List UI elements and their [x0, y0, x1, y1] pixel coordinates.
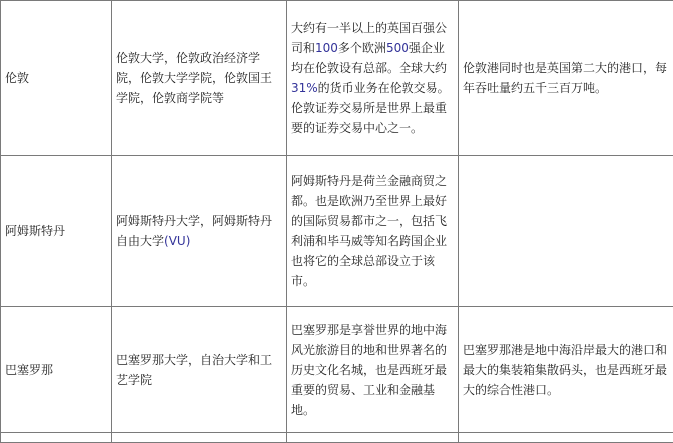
universities-cell: 巴塞罗那大学，自治大学和工艺学院 — [112, 307, 287, 433]
city-cell: 巴塞罗那 — [1, 307, 112, 433]
empty-cell — [459, 433, 673, 443]
port-cell: 巴塞罗那港是地中海沿岸最大的港口和最大的集装箱集散码头，也是西班牙最大的综合性港口。 — [459, 307, 673, 433]
city-cell: 伦敦 — [1, 1, 112, 156]
port-cell: 伦敦港同时也是英国第二大的港口，每年吞吐量约五千三百万吨。 — [459, 1, 673, 156]
empty-cell — [287, 433, 459, 443]
highlighted-number: 31% — [291, 81, 318, 95]
description-cell: 阿姆斯特丹是荷兰金融商贸之都。也是欧洲乃至世界上最好的国际贸易都市之一，包括飞利浦和毕马威等知名跨国企业也将它的全球总部设立于该市。 — [287, 156, 459, 307]
description-text: 的货币业务在伦敦交易。伦敦证券交易所是世界上最重要的证券交易中心之一。 — [291, 81, 450, 135]
city-cell: 阿姆斯特丹 — [1, 156, 112, 307]
highlighted-number: 100 — [315, 41, 338, 55]
empty-cell — [112, 433, 287, 443]
description-text: 强企业均在伦敦设有总部。全球大约 — [291, 41, 447, 75]
port-cell — [459, 156, 673, 307]
highlighted-abbreviation: (VU) — [164, 234, 190, 248]
universities-cell — [112, 156, 287, 307]
description-text: 大约有一半以上的英国百强公司和 — [291, 21, 447, 55]
empty-cell — [1, 433, 112, 443]
table-row — [1, 156, 673, 307]
highlighted-number: 500 — [386, 41, 409, 55]
universities-text: 阿姆斯特丹大学，阿姆斯特丹自由大学 — [116, 214, 272, 248]
description-text: 多个欧洲 — [338, 41, 386, 55]
table-row — [1, 1, 673, 156]
description-cell: 巴塞罗那是享誉世界的地中海风光旅游目的地和世界著名的历史文化名城，也是西班牙最重要的贸易、工业和金融基地。 — [287, 307, 459, 433]
table-row — [1, 307, 673, 433]
universities-cell: 伦敦大学，伦敦政治经济学院，伦敦大学学院，伦敦国王学院，伦敦商学院等 — [112, 1, 287, 156]
description-cell — [287, 1, 459, 156]
table-row — [1, 433, 673, 443]
